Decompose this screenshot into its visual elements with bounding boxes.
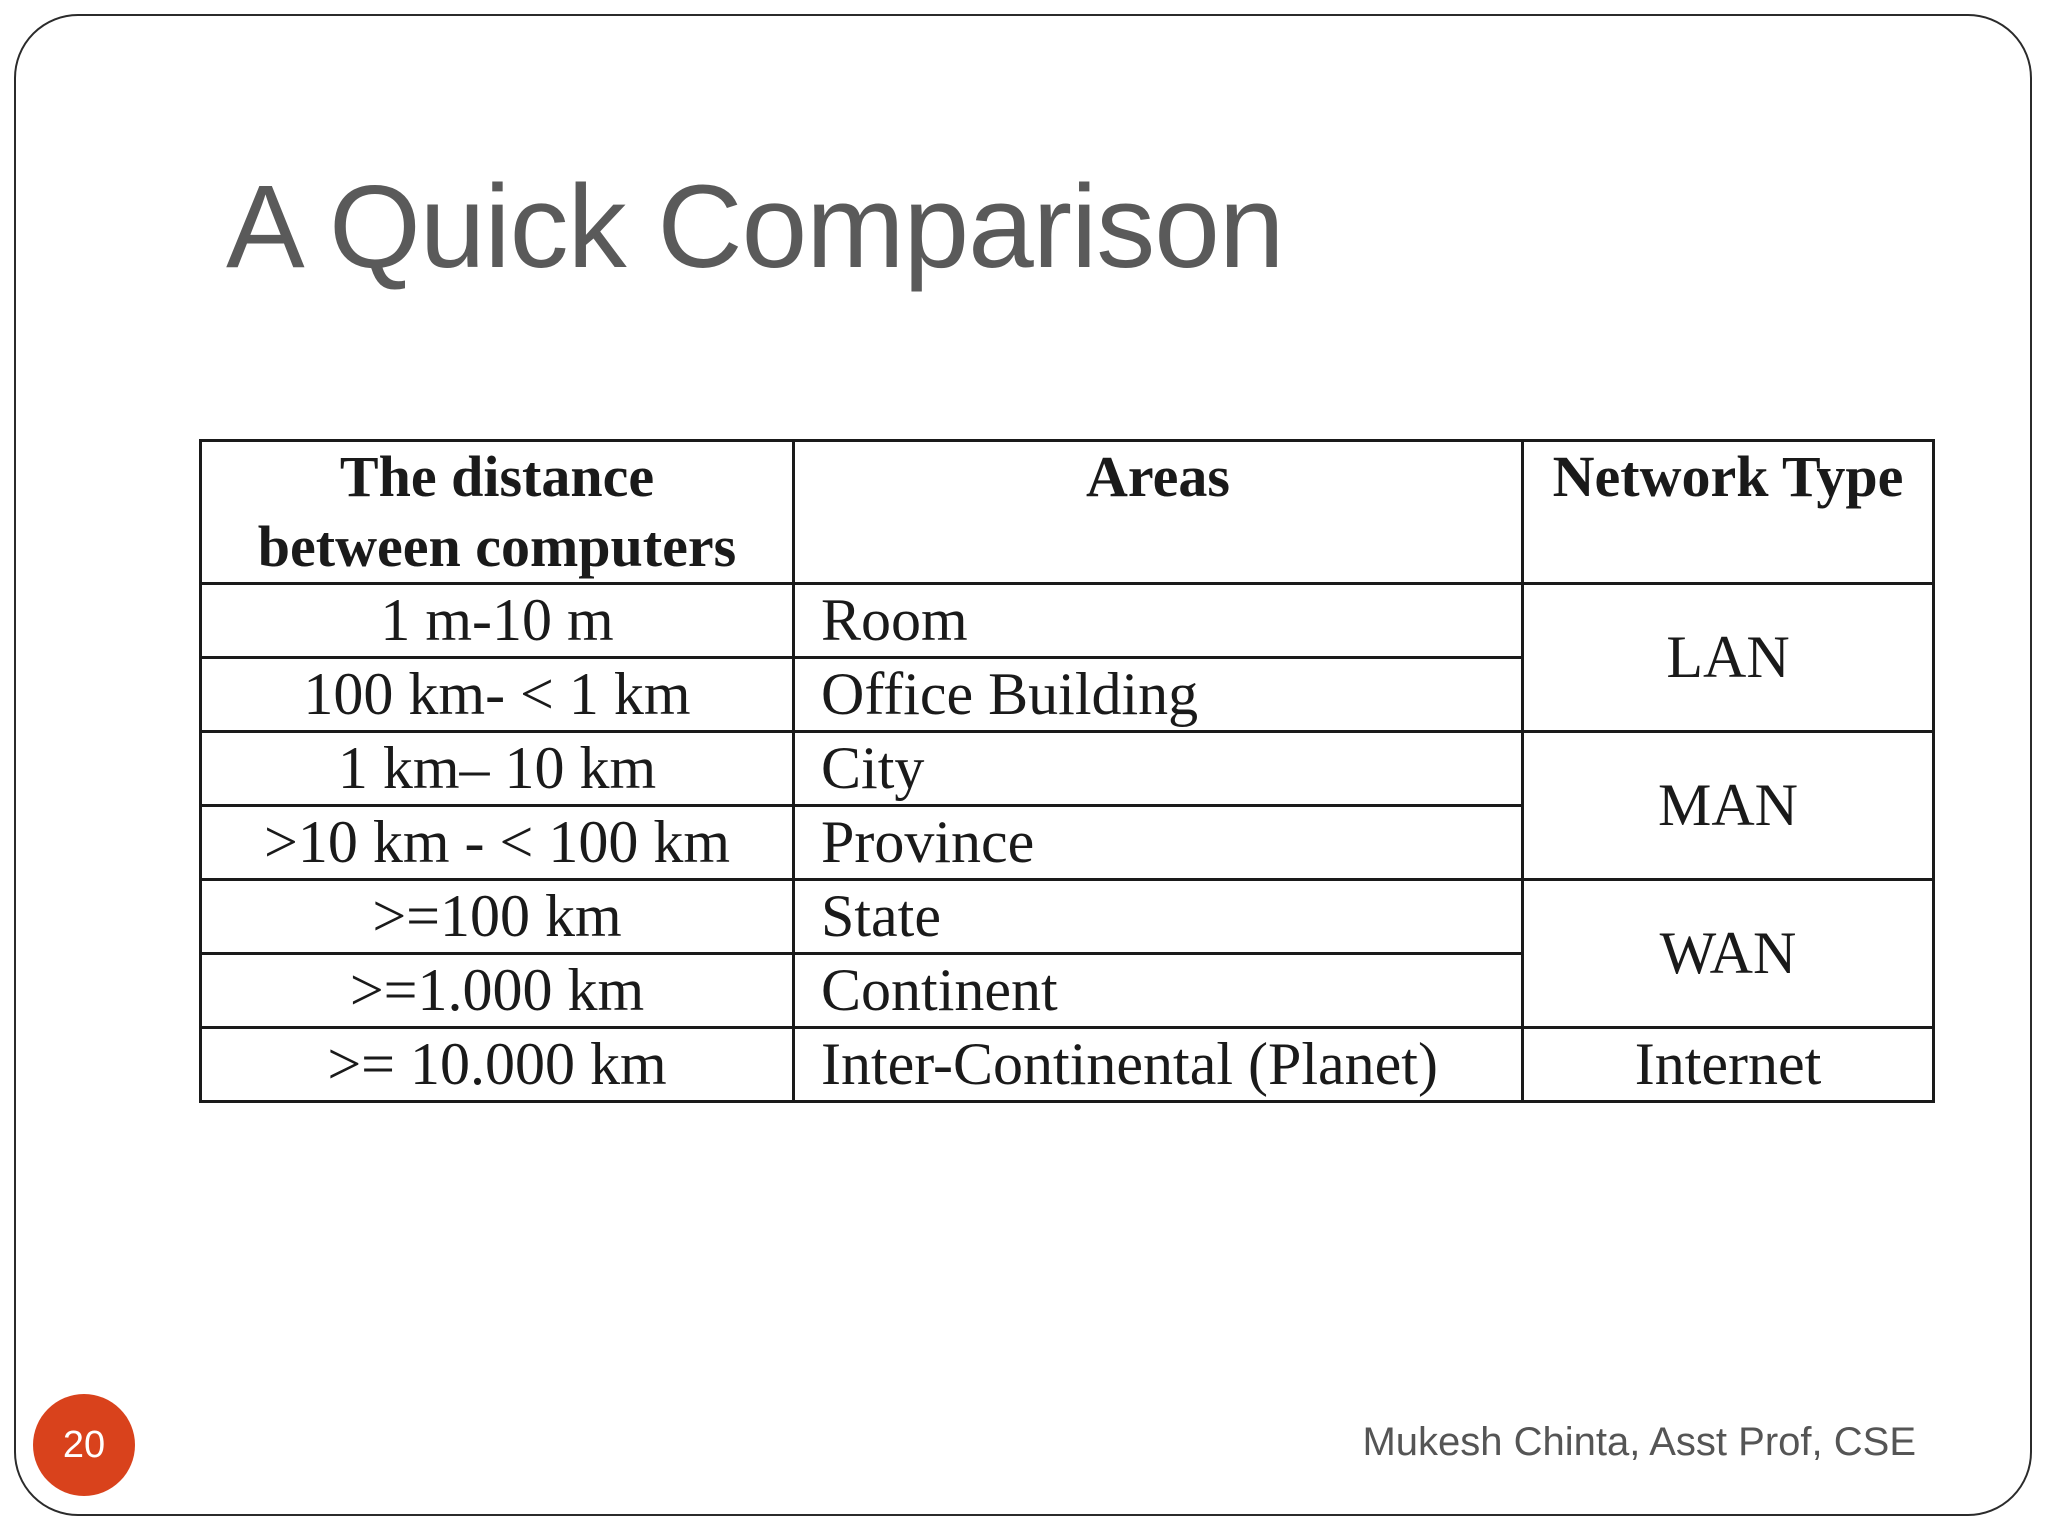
distance-cell: >=1.000 km xyxy=(201,954,794,1028)
header-network-type: Network Type xyxy=(1523,441,1934,584)
table-row xyxy=(201,1028,1934,1102)
area-cell: Continent xyxy=(794,954,1523,1028)
distance-cell: 1 m-10 m xyxy=(201,584,794,658)
table-row xyxy=(201,880,1934,954)
area-cell: City xyxy=(794,732,1523,806)
slide-footer: Mukesh Chinta, Asst Prof, CSE xyxy=(1362,1420,1916,1464)
distance-cell: >= 10.000 km xyxy=(201,1028,794,1102)
header-distance xyxy=(201,441,794,584)
slide-title: A Quick Comparison xyxy=(226,161,1284,293)
area-cell: Inter-Continental (Planet) xyxy=(794,1028,1523,1102)
page-number-badge xyxy=(33,1394,135,1496)
page-number: 20 xyxy=(62,1423,106,1466)
distance-cell: 1 km– 10 km xyxy=(201,732,794,806)
network-type-cell: MAN xyxy=(1523,732,1934,880)
area-cell: State xyxy=(794,880,1523,954)
table-row xyxy=(201,732,1934,806)
header-distance-line2: between computers xyxy=(257,514,737,579)
area-cell: Province xyxy=(794,806,1523,880)
distance-cell: >=100 km xyxy=(201,880,794,954)
comparison-table xyxy=(199,439,1935,1103)
network-type-cell: Internet xyxy=(1523,1028,1934,1102)
network-type-cell: WAN xyxy=(1523,880,1934,1028)
distance-cell: 100 km- < 1 km xyxy=(201,658,794,732)
table-header-row xyxy=(201,441,1934,584)
area-cell: Office Building xyxy=(794,658,1523,732)
header-areas: Areas xyxy=(794,441,1523,584)
header-distance-line1: The distance xyxy=(339,444,655,509)
table-row xyxy=(201,584,1934,658)
area-cell: Room xyxy=(794,584,1523,658)
network-type-cell: LAN xyxy=(1523,584,1934,732)
distance-cell: >10 km - < 100 km xyxy=(201,806,794,880)
